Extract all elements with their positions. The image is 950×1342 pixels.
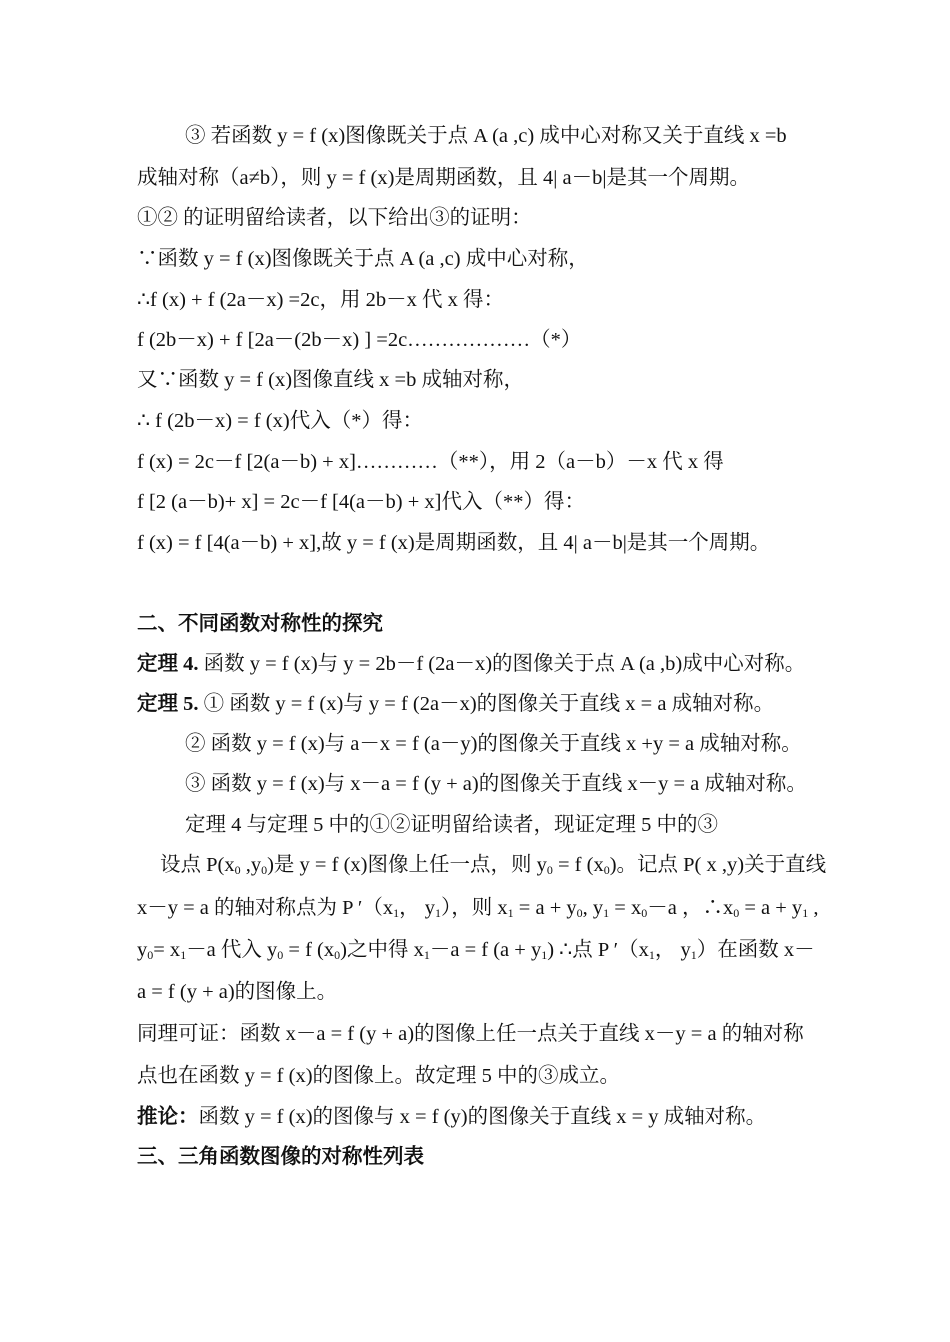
proof-5-line-1: 设点 $P(x_0$ $,y_0$)是 y = f (x)图像上任一点，则 $y_0 = f$ $(x_0)$。记点 P( x ,y)关于直线	[160, 854, 827, 877]
theorem-3-item-3-line-2: 成轴对称（a≠b），则 y = f (x)是周期函数，且 4| a－b|是其一个周期。	[137, 167, 750, 189]
corollary	[137, 1107, 766, 1128]
proof-5-line-2: x－y = a 的轴对称点为 P $'(x_1$， $y_1$），则 $x_1 = a + y_0$, $y_1 = x_0-a$ ，$\therefore x_0 = a + y_1$ ,	[137, 897, 819, 920]
same-proof-line-2: 点也在函数 y = f (x)的图像上。故定理 5 中的③成立。	[137, 1065, 621, 1087]
theorem-5-label: 定理 5.	[137, 693, 199, 715]
theorem-3-item-3-line-1: ③ 若函数 y = f (x)图像既关于点 A (a ,c) 成中心对称又关于直线 x =b	[185, 125, 787, 147]
corollary-text: 函数 y = f (x)的图像与 x = f (y)的图像关于直线 x = y 成轴对称。	[198, 1106, 767, 1128]
theorem-5-item-1	[137, 694, 774, 715]
theorem-4-text: 函数 y = f (x)与 y = 2b－f (2a－x)的图像关于点 A (a ,b)成中心对称。	[198, 653, 806, 675]
proof-step-7: f [2 (a－b)+ x] = 2c－f [4(a－b) + x]代入（**）得：	[137, 491, 585, 513]
theorem-5-item-3: ③ 函数 y = f (x)与 x－a = f (y + a)的图像关于直线 x－y = a 成轴对称。	[185, 773, 807, 795]
proof-step-4: 又∵函数 y = f (x)图像直线 x =b 成轴对称，	[137, 369, 524, 391]
corollary-label: 推论：	[137, 1106, 199, 1128]
proof-conclusion: f (x) = f [4(a－b) + x],故 y = f (x)是周期函数，且 4| a－b|是其一个周期。	[137, 532, 771, 554]
same-proof-line-1: 同理可证：函数 x－a = f (y + a)的图像上任一点关于直线 x－y = a 的轴对称	[137, 1023, 804, 1045]
theorem-4	[137, 654, 805, 675]
proof-step-6: f (x) = 2c－f [2(a－b) + x]…………（**），用 2（a－b）－x 代 x 得	[137, 451, 724, 473]
theorem-5-item-1-text: ① 函数 y = f (x)与 y = f (2a－x)的图像关于直线 x = a 成轴对称。	[198, 693, 775, 715]
proof-5-line-3: $y_0= x_1-a$ 代入 $y_0 = f$ $(x_0)$之中得 $x_1-a = f$ $(a + y_1)$ ∴点 P $'(x_1$， $y_1$）在函数 x－	[137, 939, 815, 962]
theorem-4-label: 定理 4.	[137, 653, 199, 675]
theorem-5-item-2: ② 函数 y = f (x)与 a－x = f (a－y)的图像关于直线 x +y = a 成轴对称。	[185, 733, 802, 755]
proof-step-3: f (2b－x) + f [2a－(2b－x) ] =2c………………（*）	[137, 329, 582, 351]
proof-5-line-4: a = f (y + a)的图像上。	[137, 981, 338, 1003]
section-3-heading: 三、三角函数图像的对称性列表	[137, 1146, 424, 1168]
proof-step-5: ∴ f (2b－x) = f (x)代入（*）得：	[137, 410, 423, 432]
proof-step-2: ∴f (x) + f (2a－x) =2c，用 2b－x 代 x 得：	[137, 289, 504, 311]
proof-intro: ①② 的证明留给读者，以下给出③的证明：	[137, 207, 532, 229]
proof-step-1: ∵函数 y = f (x)图像既关于点 A (a ,c) 成中心对称，	[137, 248, 589, 270]
theorem-5-note: 定理 4 与定理 5 中的①②证明留给读者，现证定理 5 中的③	[185, 814, 718, 836]
section-2-heading: 二、不同函数对称性的探究	[137, 613, 383, 635]
